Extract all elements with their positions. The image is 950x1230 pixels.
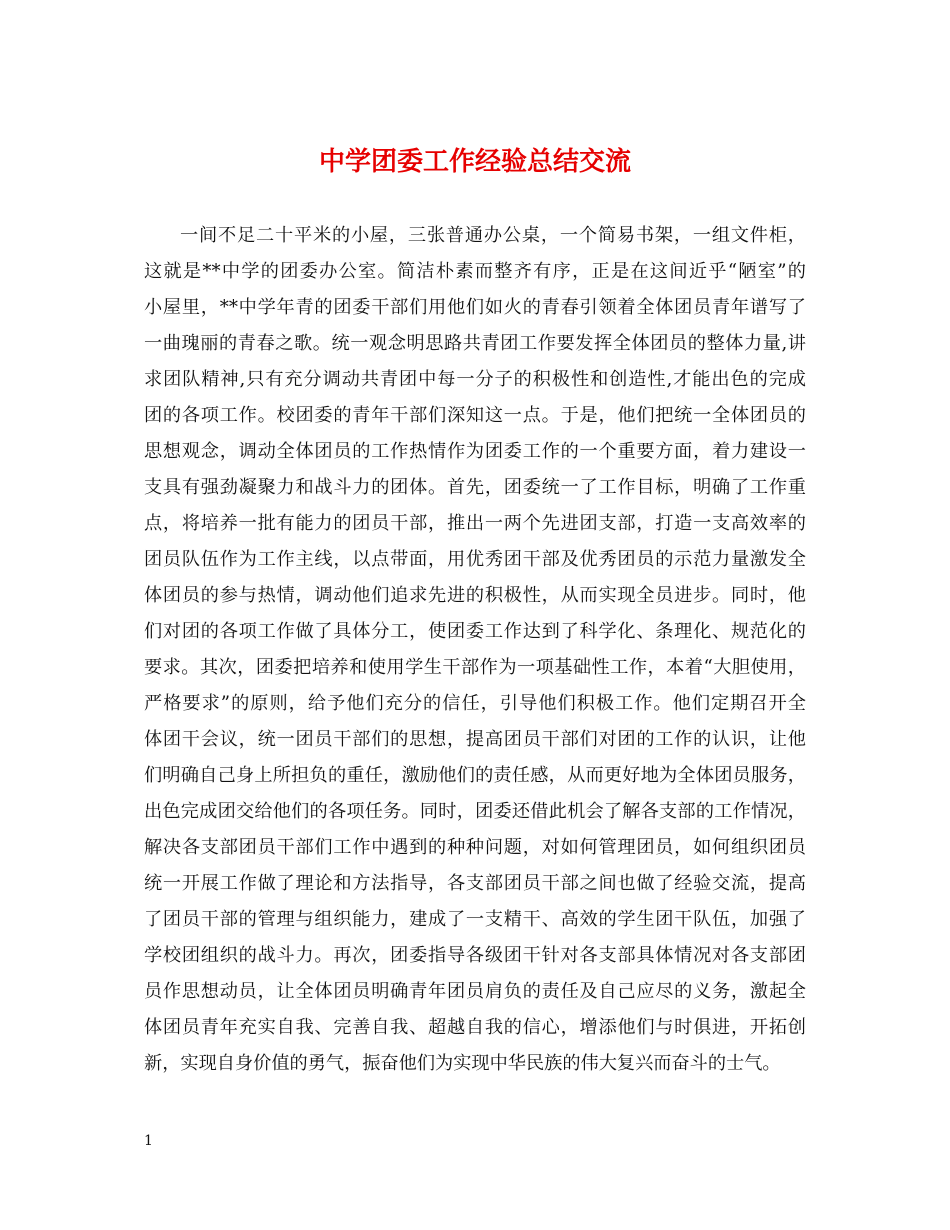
paragraph-line: 思想观念，调动全体团员的工作热情作为团委工作的一个重要方面，着力建设一 <box>144 441 806 462</box>
paragraph-line: 统一开展工作做了理论和方法指导，各支部团员干部之间也做了经验交流，提高 <box>144 873 806 894</box>
paragraph-line: 们明确自己身上所担负的重任，激励他们的责任感，从而更好地为全体团员服务， <box>144 765 806 786</box>
paragraph-line: 学校团组织的战斗力。再次，团委指导各级团干针对各支部具体情况对各支部团 <box>144 945 806 966</box>
body-paragraph <box>144 218 806 1082</box>
paragraph-line: 体团员的参与热情，调动他们追求先进的积极性，从而实现全员进步。同时，他 <box>144 585 806 606</box>
paragraph-line: 体团干会议，统一团员干部们的思想，提高团员干部们对团的工作的认识，让他 <box>144 729 806 750</box>
paragraph-line: 团员队伍作为工作主线，以点带面，用优秀团干部及优秀团员的示范力量激发全 <box>144 549 806 570</box>
paragraph-line: 点，将培养一批有能力的团员干部，推出一两个先进团支部，打造一支高效率的 <box>144 513 806 534</box>
paragraph-line: 支具有强劲凝聚力和战斗力的团体。首先，团委统一了工作目标，明确了工作重 <box>144 477 806 498</box>
paragraph-line: 员作思想动员，让全体团员明确青年团员肩负的责任及自己应尽的义务，激起全 <box>144 981 806 1002</box>
paragraph-line: 团的各项工作。校团委的青年干部们深知这一点。于是，他们把统一全体团员的 <box>144 405 806 426</box>
paragraph-line: 这就是**中学的团委办公室。简洁朴素而整齐有序，正是在这间近乎“陋室”的 <box>144 261 806 282</box>
paragraph-line: 解决各支部团员干部们工作中遇到的种种问题，对如何管理团员，如何组织团员 <box>144 837 806 858</box>
paragraph-line: 要求。其次，团委把培养和使用学生干部作为一项基础性工作，本着“大胆使用， <box>144 657 806 678</box>
paragraph-line: 严格要求”的原则，给予他们充分的信任，引导他们积极工作。他们定期召开全 <box>144 693 806 714</box>
paragraph-line: 们对团的各项工作做了具体分工，使团委工作达到了科学化、条理化、规范化的 <box>144 621 806 642</box>
paragraph-line: 新，实现自身价值的勇气，振奋他们为实现中华民族的伟大复兴而奋斗的士气。 <box>144 1053 781 1074</box>
paragraph-line: 出色完成团交给他们的各项任务。同时，团委还借此机会了解各支部的工作情况， <box>144 801 806 822</box>
paragraph-line: 一间不足二十平米的小屋，三张普通办公桌，一个简易书架，一组文件柜， <box>180 225 806 246</box>
paragraph-line: 小屋里，**中学年青的团委干部们用他们如火的青春引领着全体团员青年谱写了 <box>144 297 806 318</box>
page-number: 1 <box>144 1133 153 1149</box>
paragraph-line: 一曲瑰丽的青春之歌。统一观念明思路共青团工作要发挥全体团员的整体力量,讲 <box>144 333 806 354</box>
page-title: 中学团委工作经验总结交流 <box>318 147 631 177</box>
paragraph-line: 体团员青年充实自我、完善自我、超越自我的信心，增添他们与时俱进，开拓创 <box>144 1017 806 1038</box>
paragraph-line: 了团员干部的管理与组织能力，建成了一支精干、高效的学生团干队伍，加强了 <box>144 909 806 930</box>
paragraph-line: 求团队精神,只有充分调动共青团中每一分子的积极性和创造性,才能出色的完成 <box>144 369 806 390</box>
